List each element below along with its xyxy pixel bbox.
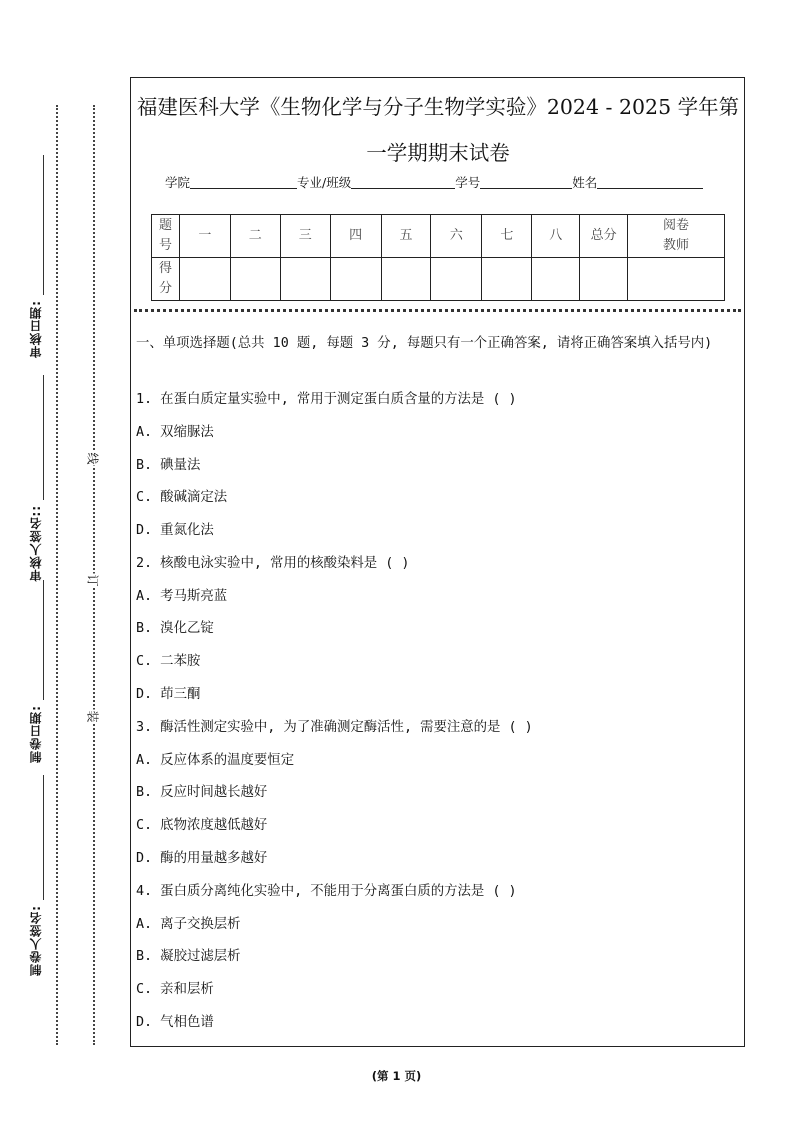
preparer-signature-line	[43, 775, 44, 900]
reviewer-signature-label: 审核人签名::	[29, 505, 43, 582]
student-id-field[interactable]	[480, 174, 572, 189]
question-stem: 2. 核酸电泳实验中, 常用的核酸染料是 ( )	[136, 556, 410, 571]
review-date-label: 审核日期:	[29, 300, 43, 358]
score-cell[interactable]	[628, 258, 725, 301]
exam-title-line2: 一学期期末试卷	[366, 141, 510, 165]
option: D. 重氮化法	[136, 523, 214, 538]
question-stem: 1. 在蛋白质定量实验中, 常用于测定蛋白质含量的方法是 ( )	[136, 392, 517, 407]
option: A. 双缩脲法	[136, 425, 214, 440]
option: A. 离子交换层析	[136, 917, 241, 932]
question-stem: 4. 蛋白质分离纯化实验中, 不能用于分离蛋白质的方法是 ( )	[136, 884, 517, 899]
binding-mark-line: 线	[85, 452, 100, 465]
binding-mark-staple: 订	[85, 574, 100, 587]
option: A. 反应体系的温度要恒定	[136, 753, 295, 768]
name-field[interactable]	[597, 174, 703, 189]
header-cell: 六	[431, 215, 482, 258]
section-separator	[134, 309, 741, 312]
major-class-label: 专业/班级	[297, 175, 352, 190]
page-number: (第 1 页)	[371, 1069, 422, 1083]
header-cell: 七	[482, 215, 532, 258]
option: D. 气相色谱	[136, 1015, 214, 1030]
header-label-cell: 题 号	[152, 215, 180, 258]
name-label: 姓名	[572, 175, 598, 190]
college-field[interactable]	[190, 174, 297, 189]
major-class-field[interactable]	[351, 174, 455, 189]
option: B. 碘量法	[136, 458, 201, 473]
score-cell[interactable]	[381, 258, 431, 301]
exam-title	[132, 84, 744, 176]
score-cell[interactable]	[280, 258, 330, 301]
header-cell: 二	[230, 215, 280, 258]
header-cell: 三	[280, 215, 330, 258]
reviewer-signature-line	[43, 375, 44, 500]
score-cell[interactable]	[230, 258, 280, 301]
option: C. 底物浓度越低越好	[136, 818, 268, 833]
score-cell[interactable]	[179, 258, 230, 301]
header-cell: 五	[381, 215, 431, 258]
header-cell: 八	[532, 215, 580, 258]
student-id-label: 学号	[455, 175, 481, 190]
score-label-cell: 得 分	[152, 258, 180, 301]
option: D. 酶的用量越多越好	[136, 851, 268, 866]
option: B. 反应时间越长越好	[136, 785, 268, 800]
header-cell: 一	[179, 215, 230, 258]
option: B. 凝胶过滤层析	[136, 949, 241, 964]
header-cell: 四	[330, 215, 381, 258]
college-label: 学院	[165, 175, 191, 190]
prepare-date-line	[43, 580, 44, 700]
score-cell[interactable]	[482, 258, 532, 301]
option: A. 考马斯亮蓝	[136, 589, 228, 604]
option: C. 二苯胺	[136, 654, 201, 669]
preparer-signature-label: 制卷人签名:	[29, 905, 43, 976]
score-table	[151, 214, 725, 301]
option: C. 酸碱滴定法	[136, 490, 228, 505]
score-value-row	[152, 258, 725, 301]
score-cell[interactable]	[431, 258, 482, 301]
option: D. 茚三酮	[136, 687, 201, 702]
score-header-row	[152, 215, 725, 258]
score-cell[interactable]	[580, 258, 628, 301]
score-cell[interactable]	[532, 258, 580, 301]
exam-title-line1: 福建医科大学《生物化学与分子生物学实验》2024 - 2025 学年第	[136, 95, 740, 119]
binding-mark-bind: 装	[85, 710, 100, 723]
question-stem: 3. 酶活性测定实验中, 为了准确测定酶活性, 需要注意的是 ( )	[136, 720, 533, 735]
score-cell[interactable]	[330, 258, 381, 301]
header-cell: 阅卷 教师	[628, 215, 725, 258]
option: C. 亲和层析	[136, 982, 214, 997]
student-info-row	[165, 173, 703, 191]
review-date-line	[43, 155, 44, 295]
binding-dotted-line-outer	[56, 105, 58, 1045]
header-cell: 总分	[580, 215, 628, 258]
option: B. 溴化乙锭	[136, 621, 214, 636]
prepare-date-label: 制卷日期:	[29, 705, 43, 763]
section-title: 一、单项选择题(总共 10 题, 每题 3 分, 每题只有一个正确答案, 请将正确答案填入括号内)	[136, 336, 713, 351]
